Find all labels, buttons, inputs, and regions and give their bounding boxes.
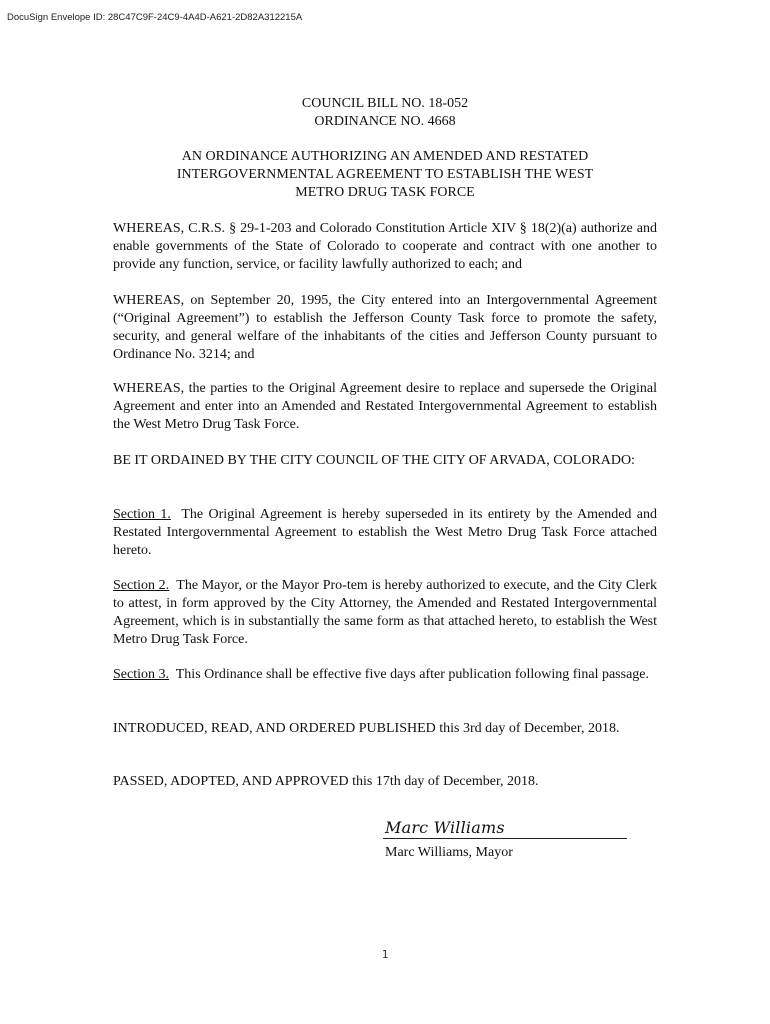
ordinance-number: ORDINANCE NO. 4668 bbox=[314, 114, 456, 129]
section-2-label: Section 2. bbox=[113, 578, 170, 593]
section-1-label: Section 1. bbox=[113, 507, 171, 522]
section-3-label: Section 3. bbox=[113, 667, 169, 682]
ordinance-title-line-2: INTERGOVERNMENTAL AGREEMENT TO ESTABLISH THE WEST bbox=[176, 167, 594, 182]
section-1-text: The Original Agreement is hereby superseded in its entirety by the Amended and Restated Intergovernmental Agreement to establish the West Metro Drug Task Force attached hereto. bbox=[113, 507, 657, 558]
whereas-paragraph-2: WHEREAS, on September 20, 1995, the City entered into an Intergovernmental Agreement (“Original Agreement”) to establish the Jefferson County Task force to promote the safety, security, and general welfare of the inhabitants of the cities and Jefferson County pursuant to Ordinance No. 3214; and bbox=[113, 293, 657, 362]
section-3-text: This Ordinance shall be effective five days after publication following final passage. bbox=[175, 667, 649, 682]
whereas-paragraph-1: WHEREAS, C.R.S. § 29-1-203 and Colorado Constitution Article XIV § 18(2)(a) authorize and enable governments of the State of Colorado to cooperate and contract with one another to provide any function, service, or facility lawfully authorized to each; and bbox=[113, 221, 657, 272]
signature-line bbox=[383, 838, 627, 839]
mayor-signature: Marc Williams bbox=[385, 818, 505, 837]
introduced-statement: INTRODUCED, READ, AND ORDERED PUBLISHED this 3rd day of December, 2018. bbox=[113, 721, 620, 736]
whereas-paragraph-3: WHEREAS, the parties to the Original Agreement desire to replace and supersede the Original Agreement and enter into an Amended and Restated Intergovernmental Agreement to establish the West Metro Drug Task Force. bbox=[113, 381, 657, 432]
section-3 bbox=[113, 666, 657, 684]
council-bill-number: COUNCIL BILL NO. 18-052 bbox=[301, 96, 469, 111]
section-1 bbox=[113, 506, 657, 560]
passed-statement: PASSED, ADOPTED, AND APPROVED this 17th day of December, 2018. bbox=[113, 774, 539, 789]
docusign-envelope-id: DocuSign Envelope ID: 28C47C9F-24C9-4A4D-A621-2D82A312215A bbox=[7, 12, 303, 23]
ordinance-title-line-1: AN ORDINANCE AUTHORIZING AN AMENDED AND RESTATED bbox=[181, 149, 589, 164]
section-2 bbox=[113, 577, 657, 649]
signer-name-title: Marc Williams, Mayor bbox=[385, 845, 513, 860]
ordained-clause: BE IT ORDAINED BY THE CITY COUNCIL OF THE CITY OF ARVADA, COLORADO: bbox=[113, 453, 635, 468]
page-number: 1 bbox=[381, 948, 389, 961]
section-2-text: The Mayor, or the Mayor Pro-tem is hereby authorized to execute, and the City Clerk to attest, in form approved by the City Attorney, the Amended and Restated Intergovernmental Agreement, which is in substantially the same form as that attached hereto, to establish the West Metro Drug Task Force. bbox=[113, 578, 658, 647]
ordinance-title-line-3: METRO DRUG TASK FORCE bbox=[295, 185, 475, 200]
